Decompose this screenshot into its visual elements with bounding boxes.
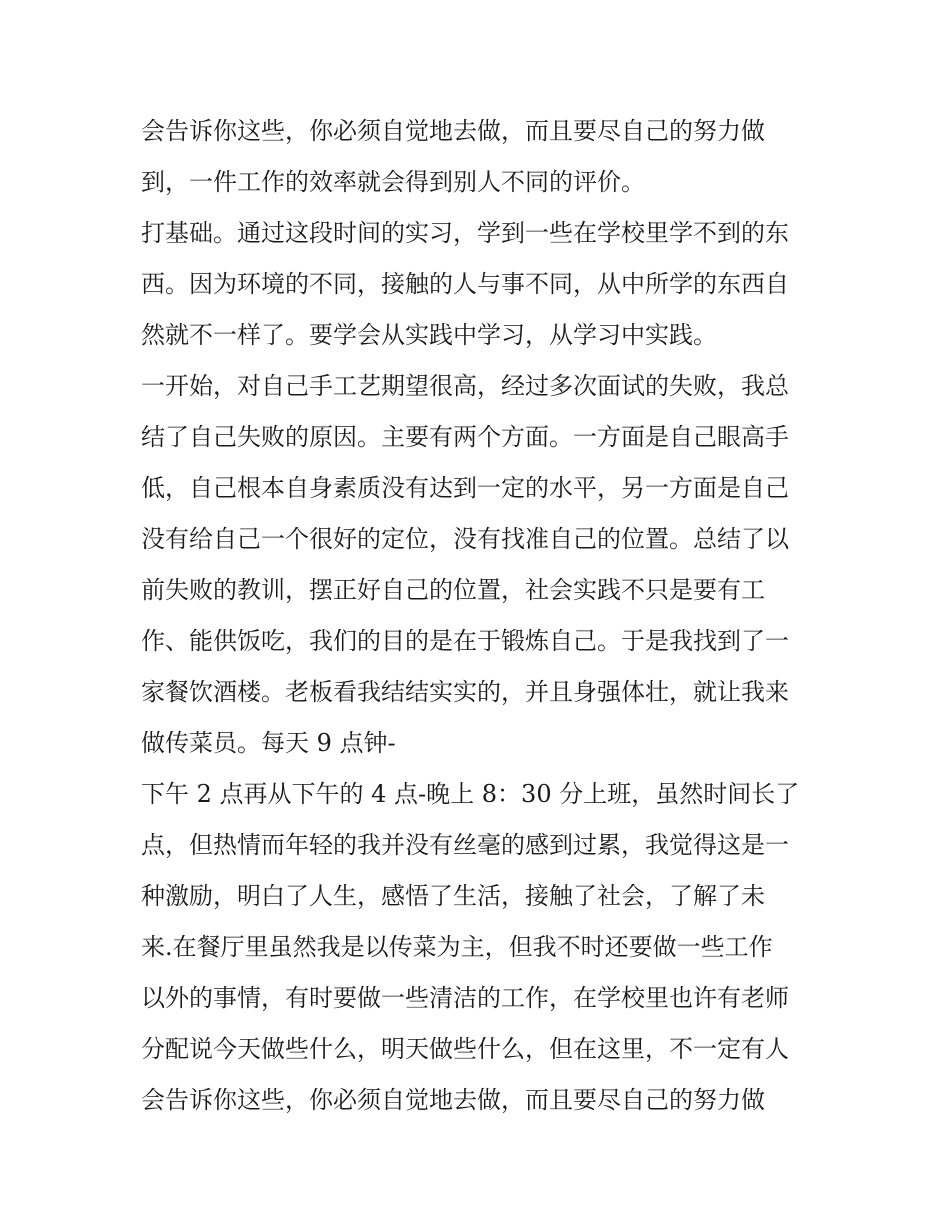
text-line: 作、能供饭吃，我们的目的是在于锻炼自己。于是我找到了一 <box>141 627 789 655</box>
body-text <box>141 106 831 1126</box>
text-line: 到，一件工作的效率就会得到别人不同的评价。 <box>141 168 645 196</box>
text-line: 结了自己失败的原因。主要有两个方面。一方面是自己眼高手 <box>141 423 789 451</box>
text-line: 以外的事情，有时要做一些清洁的工作，在学校里也许有老师 <box>141 984 789 1012</box>
text-line: 家餐饮酒楼。老板看我结结实实的，并且身强体壮，就让我来 <box>141 678 789 706</box>
text-line: 来.在餐厅里虽然我是以传菜为主，但我不时还要做一些工作 <box>141 933 773 961</box>
text-line: 然就不一样了。要学会从实践中学习，从学习中实践。 <box>141 321 717 349</box>
text-line: 前失败的教训，摆正好自己的位置，社会实践不只是要有工 <box>141 576 765 604</box>
text-line: 会告诉你这些，你必须自觉地去做，而且要尽自己的努力做 <box>141 1086 765 1114</box>
text-line: 分配说今天做些什么，明天做些什么，但在这里，不一定有人 <box>141 1035 789 1063</box>
text-line: 做传菜员。每天 9 点钟- <box>141 729 396 757</box>
text-line: 会告诉你这些，你必须自觉地去做，而且要尽自己的努力做 <box>141 117 765 145</box>
text-line: 一开始，对自己手工艺期望很高，经过多次面试的失败，我总 <box>141 372 789 400</box>
text-line: 打基础。通过这段时间的实习，学到一些在学校里学不到的东 <box>141 219 789 247</box>
text-line: 没有给自己一个很好的定位，没有找准自己的位置。总结了以 <box>141 525 789 553</box>
text-line: 低，自己根本自身素质没有达到一定的水平，另一方面是自己 <box>141 474 789 502</box>
text-line: 西。因为环境的不同，接触的人与事不同，从中所学的东西自 <box>141 270 789 298</box>
text-line: 种激励，明白了人生，感悟了生活，接触了社会，了解了未 <box>141 882 765 910</box>
text-line: 点，但热情而年轻的我并没有丝毫的感到过累，我觉得这是一 <box>141 831 789 859</box>
text-line: 下午 2 点再从下午的 4 点-晚上 8：30 分上班，虽然时间长了 <box>141 780 800 808</box>
